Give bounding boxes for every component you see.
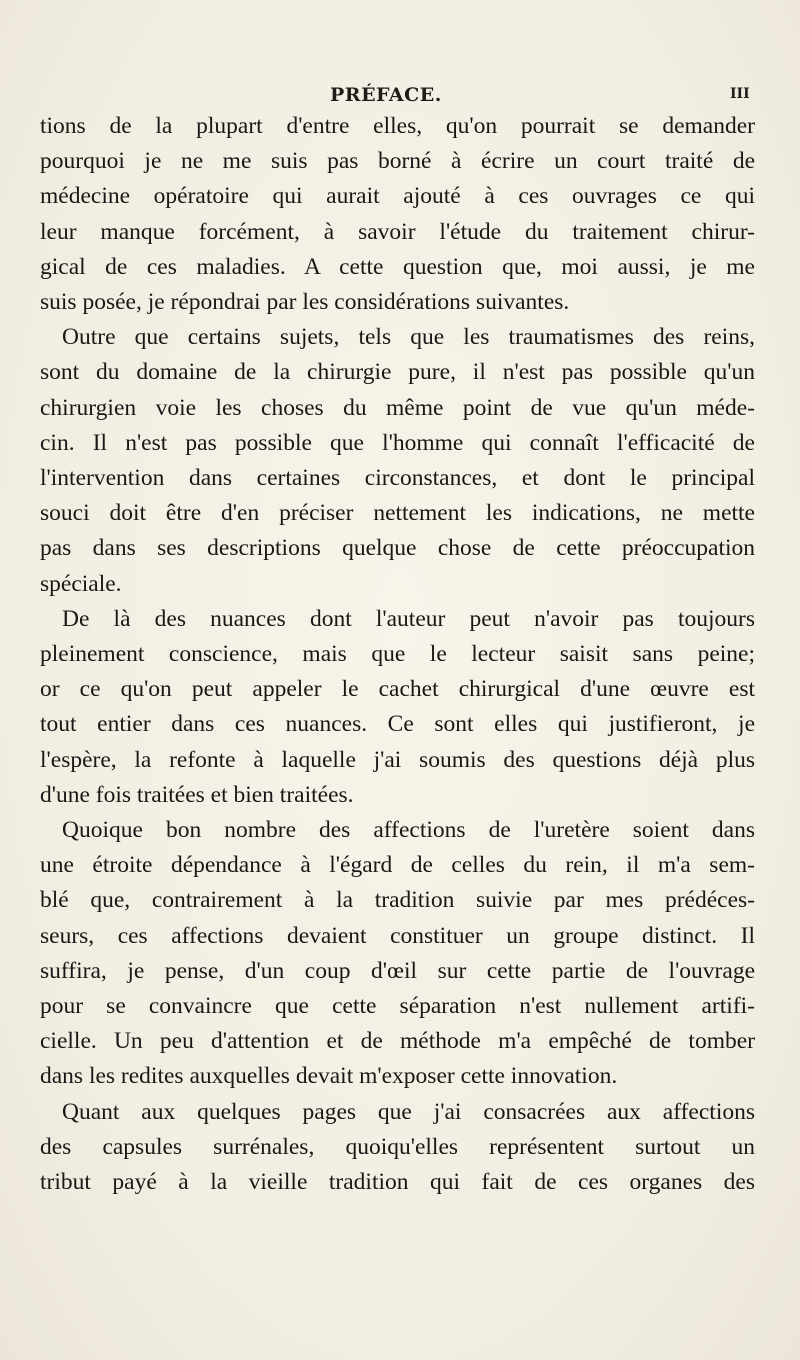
text-line: pour se convaincre que cette séparation n'est nullement artifi- xyxy=(40,993,755,1020)
text-line: pas dans ses descriptions quelque chose de cette préoccupation xyxy=(40,535,755,562)
text-line: leur manque forcément, à savoir l'étude du traitement chirur- xyxy=(40,218,755,245)
text-line: médecine opératoire qui aurait ajouté à ces ouvrages ce qui xyxy=(40,183,755,210)
text-line: spéciale. xyxy=(40,570,122,597)
text-line: pourquoi je ne me suis pas borné à écrire un court traité de xyxy=(40,148,755,175)
text-line: sont du domaine de la chirurgie pure, il n'est pas possible qu'un xyxy=(40,359,755,386)
text-line: souci doit être d'en préciser nettement les indications, ne mette xyxy=(40,500,755,527)
paragraph-start-line: De là des nuances dont l'auteur peut n'avoir pas toujours xyxy=(62,605,755,632)
running-head: PRÉFACE. xyxy=(330,84,442,106)
text-line: des capsules surrénales, quoiqu'elles représentent surtout un xyxy=(40,1133,755,1160)
text-line: dans les redites auxquelles devait m'exposer cette innovation. xyxy=(40,1063,618,1090)
text-line: cin. Il n'est pas possible que l'homme qui connaît l'efficacité de xyxy=(40,429,755,456)
text-line: pleinement conscience, mais que le lecteur saisit sans peine; xyxy=(40,641,755,668)
text-line: l'espère, la refonte à laquelle j'ai soumis des questions déjà plus xyxy=(40,746,755,773)
text-line: or ce qu'on peut appeler le cachet chirurgical d'une œuvre est xyxy=(40,676,755,703)
text-line: tribut payé à la vieille tradition qui fait de ces organes des xyxy=(40,1169,755,1196)
body-text xyxy=(40,109,755,1200)
paragraph-start-line: Outre que certains sujets, tels que les traumatismes des reins, xyxy=(62,324,755,351)
paragraph-start-line: Quoique bon nombre des affections de l'uretère soient dans xyxy=(62,817,755,844)
paragraph-start-line: Quant aux quelques pages que j'ai consacrées aux affections xyxy=(62,1098,755,1125)
text-line: seurs, ces affections devaient constituer un groupe distinct. Il xyxy=(40,922,755,949)
text-line: l'intervention dans certaines circonstances, et dont le principal xyxy=(40,465,755,492)
page-number: III xyxy=(730,86,750,102)
text-line: chirurgien voie les choses du même point de vue qu'un méde- xyxy=(40,394,755,421)
text-line: une étroite dépendance à l'égard de celles du rein, il m'a sem- xyxy=(40,852,755,879)
text-line: cielle. Un peu d'attention et de méthode m'a empêché de tomber xyxy=(40,1028,755,1055)
page-header xyxy=(0,84,800,108)
text-line: suffira, je pense, d'un coup d'œil sur cette partie de l'ouvrage xyxy=(40,957,755,984)
text-line: suis posée, je répondrai par les considérations suivantes. xyxy=(40,289,570,316)
text-line: gical de ces maladies. A cette question que, moi aussi, je me xyxy=(40,253,755,280)
text-line: tout entier dans ces nuances. Ce sont elles qui justifieront, je xyxy=(40,711,755,738)
text-line: d'une fois traitées et bien traitées. xyxy=(40,781,354,808)
text-line: blé que, contrairement à la tradition suivie par mes prédéces- xyxy=(40,887,755,914)
text-line: tions de la plupart d'entre elles, qu'on pourrait se demander xyxy=(40,113,755,139)
